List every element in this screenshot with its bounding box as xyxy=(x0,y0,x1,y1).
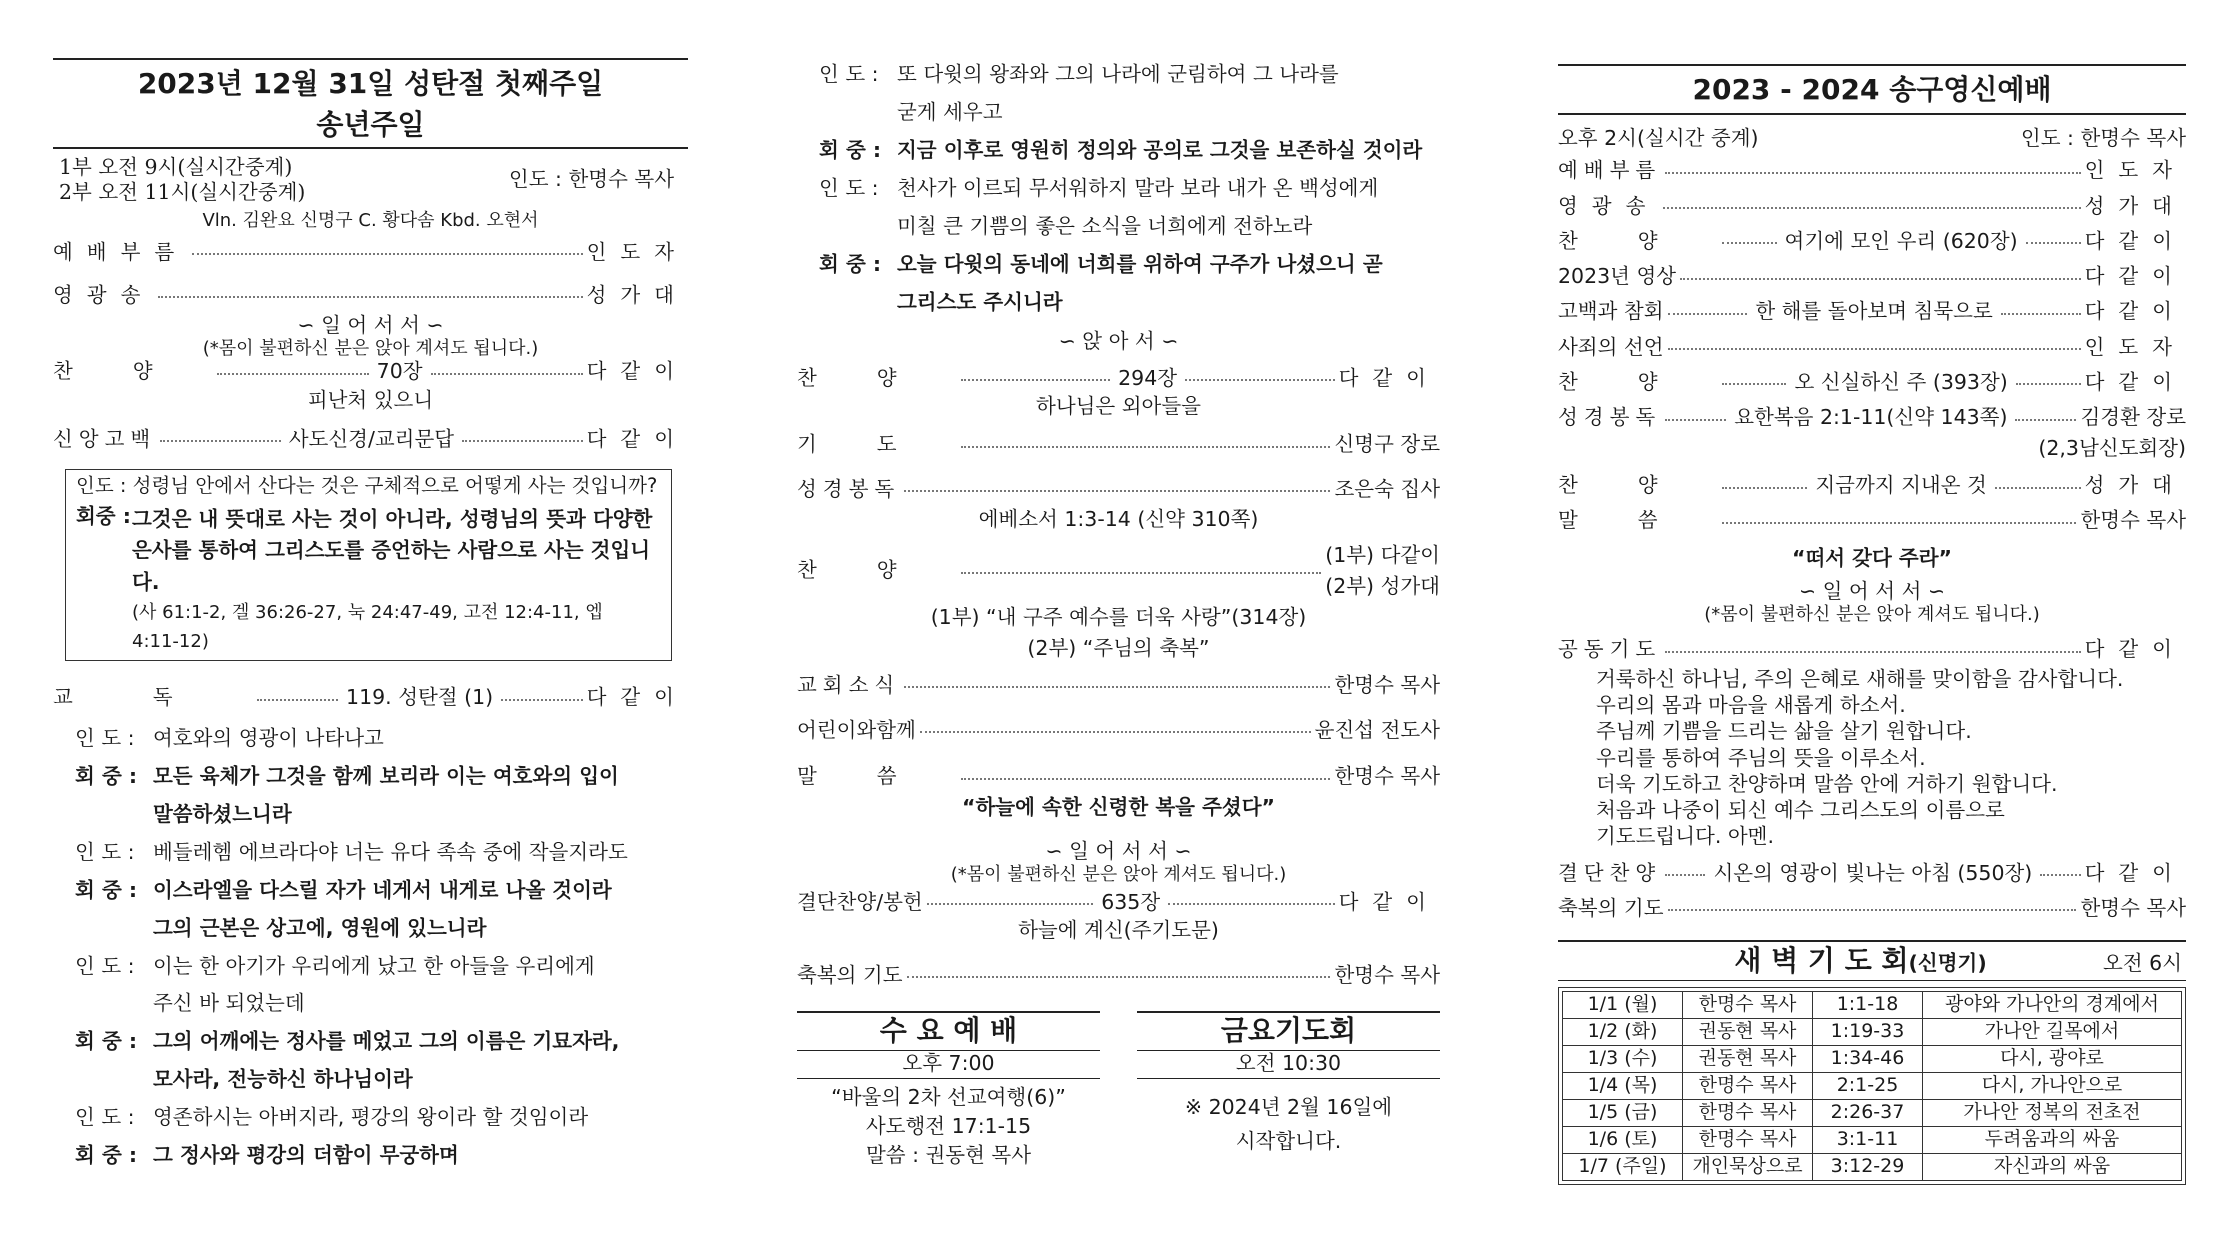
anthem-title: (2부) “주님의 축복” xyxy=(1027,636,1210,661)
item-person: 인도자 xyxy=(586,239,688,264)
item-person: 다같이 xyxy=(2084,264,2186,289)
prayer-line: 우리를 통하여 주님의 뜻을 이루소서. xyxy=(1596,745,1926,770)
standup-marker: ∽ 일 어 서 서 ∽ xyxy=(297,313,444,338)
catechism-question: 인도 : 성령님 안에서 산다는 것은 구체적으로 어떻게 사는 것입니까? xyxy=(76,474,658,498)
item-label: 찬양 xyxy=(797,558,957,583)
item-person: 다같이 xyxy=(586,426,689,451)
item-hymn: 오 신실하신 주 (393장) xyxy=(1794,369,2008,394)
item-label: 교회소식 xyxy=(797,673,901,698)
service-time-1: 1부 오전 9시(실시간중계) xyxy=(59,155,293,180)
item-label: 공동기도 xyxy=(1558,637,1662,662)
sunday-title-line1: 2023년 12월 31일 성탄절 첫째주일 xyxy=(137,67,604,100)
schedule-preacher: 한명수 목사 xyxy=(1683,1126,1813,1153)
schedule-passage: 1:34-46 xyxy=(1813,1045,1923,1072)
item-person: 한명수 목사 xyxy=(2080,895,2186,920)
item-label: 말씀 xyxy=(797,764,957,789)
order-item xyxy=(797,366,1440,391)
schedule-passage: 3:12-29 xyxy=(1813,1153,1923,1180)
congregation-label: 회 중 : xyxy=(75,1029,138,1054)
item-label: 고백과 참회 xyxy=(1558,299,1664,324)
schedule-preacher: 권동현 목사 xyxy=(1683,1045,1813,1072)
schedule-topic: 다시, 가나안으로 xyxy=(1923,1072,2182,1099)
schedule-preacher: 권동현 목사 xyxy=(1683,1018,1813,1045)
item-label: 사죄의 선언 xyxy=(1558,334,1664,359)
item-person: 김경환 장로 xyxy=(2080,405,2187,430)
item-label: 찬양 xyxy=(1558,369,1718,394)
schedule-date: 1/3 (수) xyxy=(1563,1045,1683,1072)
schedule-topic: 두려움과의 싸움 xyxy=(1923,1126,2182,1153)
item-person: (2부) 성가대 xyxy=(1325,573,1440,598)
column-newyear-service xyxy=(1558,0,2186,1185)
item-person: 다같이 xyxy=(1338,366,1440,391)
order-item xyxy=(797,477,1440,502)
item-person: 한명수 목사 xyxy=(1334,962,1440,987)
item-hymn: 294장 xyxy=(1118,366,1178,391)
leader-label: 인 도 : xyxy=(75,953,135,978)
item-hymn: 지금까지 지내온 것 xyxy=(1815,472,1987,497)
schedule-date: 1/5 (금) xyxy=(1563,1099,1683,1126)
order-item xyxy=(53,685,688,710)
catechism-box xyxy=(65,469,672,661)
schedule-topic: 광야와 가나안의 경계에서 xyxy=(1923,991,2182,1018)
schedule-topic: 다시, 광야로 xyxy=(1923,1045,2182,1072)
hymn-title: 피난처 있으니 xyxy=(307,387,434,412)
offer-song: 하늘에 계신(주기도문) xyxy=(1018,918,1219,943)
column-sunday-service xyxy=(53,0,688,1175)
service-time-2: 2부 오전 11시(실시간중계) xyxy=(59,179,306,204)
item-detail: 한 해를 돌아보며 침묵으로 xyxy=(1755,299,1993,324)
order-item xyxy=(1558,637,2186,662)
leader-label: 인 도 : xyxy=(819,62,879,86)
item-label: 찬양 xyxy=(1558,228,1718,253)
friday-time: 오전 10:30 xyxy=(1235,1050,1342,1075)
reading-line: 이스라엘을 다스릴 자가 네게서 내게로 나올 것이라 xyxy=(153,877,612,902)
dawn-book: (신명기) xyxy=(1908,951,1987,975)
order-item xyxy=(1558,189,2186,224)
reading-line: 주신 바 되었는데 xyxy=(153,991,305,1016)
item-label: 축복의 기도 xyxy=(797,962,903,987)
congregation-label: 회 중 : xyxy=(75,1143,138,1168)
dawn-prayer-header xyxy=(1558,940,2186,981)
item-label: 찬양 xyxy=(53,359,213,384)
item-person: 다같이 xyxy=(2084,860,2186,885)
order-item xyxy=(797,432,1440,457)
item-person: 성가대 xyxy=(2084,472,2186,497)
schedule-date: 1/4 (목) xyxy=(1563,1072,1683,1099)
order-item xyxy=(797,673,1440,698)
catechism-ref-2: 4:11-12) xyxy=(132,630,209,652)
prayer-line: 주님께 기쁨을 드리는 삶을 살기 원합니다. xyxy=(1596,719,1972,744)
musicians: Vln. 김완요 신명구 C. 황다솜 Kbd. 오현서 xyxy=(202,210,539,232)
schedule-preacher: 한명수 목사 xyxy=(1683,1072,1813,1099)
reading-line: 모든 육체가 그것을 함께 보리라 이는 여호와의 입이 xyxy=(153,763,619,788)
table-row xyxy=(1563,1126,2182,1153)
prayer-line: 거룩하신 하나님, 주의 은혜로 새해를 맞이함을 감사합니다. xyxy=(1596,666,2124,691)
item-person: 다같이 xyxy=(1338,889,1440,914)
leader-label: 인 도 : xyxy=(819,175,879,200)
standup-marker: ∽ 일 어 서 서 ∽ xyxy=(1045,839,1192,864)
item-label: 축복의 기도 xyxy=(1558,895,1664,920)
order-item xyxy=(1558,400,2186,435)
item-label: 어린이와함께 xyxy=(797,717,916,742)
reading-line: 또 다윗의 왕좌와 그의 나라에 군림하여 그 나라를 xyxy=(897,62,1339,86)
order-item xyxy=(53,240,688,265)
schedule-passage: 1:1-18 xyxy=(1813,991,1923,1018)
table-row xyxy=(1563,1153,2182,1180)
item-hymn: 70장 xyxy=(376,359,423,384)
leader-label: 인 도 : xyxy=(75,839,135,864)
item-label: 기도 xyxy=(797,432,957,457)
leader-label: 인 도 : xyxy=(75,726,135,750)
order-item xyxy=(53,283,688,308)
reading-line: 그리스도 주시니라 xyxy=(897,289,1063,314)
leader-text: 인도 : 한명수 목사 xyxy=(2020,125,2186,150)
reading-line: 영존하시는 아버지라, 평강의 왕이라 할 것임이라 xyxy=(153,1105,589,1130)
congregation-label: 회중 : xyxy=(76,503,131,528)
reading-line: 그 정사와 평강의 더함이 무궁하며 xyxy=(153,1143,459,1168)
item-person: (1부) 다같이 xyxy=(1325,543,1440,568)
item-person: 한명수 목사 xyxy=(2080,508,2186,533)
schedule-passage: 2:26-37 xyxy=(1813,1099,1923,1126)
anthem-title: (1부) “내 구주 예수를 더욱 사랑”(314장) xyxy=(930,604,1307,629)
leader-label: 인 도 : xyxy=(75,1105,135,1130)
schedule-passage: 2:1-25 xyxy=(1813,1072,1923,1099)
item-detail: 요한복음 2:1-11(신약 143쪽) xyxy=(1734,405,2008,430)
reading-line: 여호와의 영광이 나타나고 xyxy=(153,726,384,750)
order-item xyxy=(53,427,688,452)
table-row xyxy=(1563,1018,2182,1045)
schedule-preacher: 한명수 목사 xyxy=(1683,1099,1813,1126)
order-item xyxy=(1558,259,2186,294)
wednesday-title: 수 요 예 배 xyxy=(797,1011,1100,1050)
sunday-title xyxy=(53,58,688,149)
order-item xyxy=(1558,365,2186,400)
table-row xyxy=(1563,1099,2182,1126)
item-detail: 119. 성탄절 (1) xyxy=(346,685,494,710)
common-prayer xyxy=(1558,666,2186,850)
newyear-title: 2023 - 2024 송구영신예배 xyxy=(1558,64,2186,115)
congregation-label: 회 중 : xyxy=(75,877,138,902)
item-person: 성가대 xyxy=(2084,193,2186,218)
item-person: 다같이 xyxy=(586,359,689,384)
order-item xyxy=(797,540,1440,602)
order-item xyxy=(1558,503,2186,538)
friday-title: 금요기도회 xyxy=(1137,1011,1440,1050)
standup-note: (*몸이 불편하신 분은 앉아 계셔도 됩니다.) xyxy=(950,864,1287,886)
order-item xyxy=(1558,294,2186,329)
schedule-date: 1/6 (토) xyxy=(1563,1126,1683,1153)
reading-line: 베들레헴 에브라다야 너는 유다 족속 중에 작을지라도 xyxy=(153,839,628,864)
order-item xyxy=(1558,153,2186,188)
item-label: 결단찬양 xyxy=(1558,860,1662,885)
standup-note: (*몸이 불편하신 분은 앉아 계셔도 됩니다.) xyxy=(1704,603,2040,625)
item-person: 인도자 xyxy=(2084,334,2186,359)
sitdown-marker: ∽ 앉 아 서 ∽ xyxy=(1058,329,1179,354)
leader-text: 인도 : 한명수 목사 xyxy=(508,167,674,192)
item-person: 다같이 xyxy=(2084,228,2187,253)
reading-line: 그의 어깨에는 정사를 메었고 그의 이름은 기묘자라, xyxy=(153,1029,620,1054)
order-item xyxy=(1558,224,2186,259)
reading-line: 말씀하셨느니라 xyxy=(153,801,292,826)
order-item xyxy=(1558,468,2186,503)
item-person: 다같이 xyxy=(586,685,688,710)
responsive-reading xyxy=(53,720,688,1175)
sunday-title-line2: 송년주일 xyxy=(316,107,425,141)
item-person: 다같이 xyxy=(2084,369,2187,394)
item-hymn: 시온의 영광이 빛나는 아침 (550장) xyxy=(1713,860,2033,885)
congregation-label: 회 중 : xyxy=(819,251,882,276)
table-row xyxy=(1563,1045,2182,1072)
item-hymn: 여기에 모인 우리 (620장) xyxy=(1784,228,2018,253)
item-person: 한명수 목사 xyxy=(1334,764,1440,789)
item-label: 교독 xyxy=(53,685,253,710)
schedule-preacher: 한명수 목사 xyxy=(1683,991,1813,1018)
order-item xyxy=(797,764,1440,789)
responsive-reading-cont xyxy=(797,56,1440,321)
order-item xyxy=(797,718,1440,743)
friday-prayer-box xyxy=(1137,1011,1440,1169)
item-label: 성경봉독 xyxy=(1558,405,1662,430)
schedule-preacher: 개인묵상으로 xyxy=(1683,1153,1813,1180)
item-label: 예배부름 xyxy=(53,239,189,264)
item-hymn: 635장 xyxy=(1101,889,1161,914)
schedule-topic: 자신과의 싸움 xyxy=(1923,1153,2182,1180)
item-person: 인도자 xyxy=(2084,158,2186,183)
item-person: 한명수 목사 xyxy=(1334,673,1440,698)
reading-line: 이는 한 아기가 우리에게 났고 한 아들을 우리에게 xyxy=(153,953,595,978)
item-detail: 사도신경/교리문답 xyxy=(288,426,455,451)
item-person: 신명구 장로 xyxy=(1334,432,1440,457)
congregation-label: 회 중 : xyxy=(819,137,882,162)
prayer-line: 기도드립니다. 아멘. xyxy=(1596,824,1774,849)
catechism-answer-1: 그것은 내 뜻대로 사는 것이 아니라, 성령님의 뜻과 다양한 xyxy=(132,506,653,531)
order-item xyxy=(1558,891,2186,926)
wednesday-sermon: “바울의 2차 선교여행(6)” xyxy=(831,1085,1066,1110)
item-label: 결단찬양/봉헌 xyxy=(797,889,923,914)
item-person: 다같이 xyxy=(2084,299,2186,324)
item-label: 신앙고백 xyxy=(53,426,157,451)
order-item xyxy=(1558,330,2186,365)
reading-line: 천사가 이르되 무서워하지 말라 보라 내가 온 백성에게 xyxy=(897,175,1379,200)
reading-line: 미칠 큰 기쁨의 좋은 소식을 너희에게 전하노라 xyxy=(897,213,1313,238)
item-label: 2023년 영상 xyxy=(1558,264,1677,289)
standup-marker: ∽ 일 어 서 서 ∽ xyxy=(1798,579,1946,604)
wednesday-preacher: 말씀 : 권동현 목사 xyxy=(865,1142,1032,1167)
standup-note: (*몸이 불편하신 분은 앉아 계셔도 됩니다.) xyxy=(202,337,539,359)
column-sunday-service-cont xyxy=(797,0,1440,1169)
wednesday-time: 오후 7:00 xyxy=(902,1050,995,1075)
item-label: 찬양 xyxy=(797,366,957,391)
order-item xyxy=(53,359,688,384)
item-label: 말씀 xyxy=(1558,508,1718,533)
dawn-schedule xyxy=(1558,987,2186,1185)
item-label: 찬양 xyxy=(1558,472,1718,497)
scripture-ref: 에베소서 1:3-14 (신약 310쪽) xyxy=(978,507,1259,532)
schedule-date: 1/2 (화) xyxy=(1563,1018,1683,1045)
catechism-answer-2: 은사를 통하여 그리스도를 증언하는 사람으로 사는 것입니다. xyxy=(132,538,651,595)
reading-line: 굳게 세우고 xyxy=(897,99,1003,124)
friday-notice: 시작합니다. xyxy=(1235,1129,1342,1154)
reading-line: 지금 이후로 영원히 정의와 공의로 그것을 보존하실 것이라 xyxy=(897,137,1423,162)
catechism-ref-1: (사 61:1-2, 겔 36:26-27, 눅 24:47-49, 고전 12:4-11, 엡 xyxy=(132,601,603,623)
item-label: 영광송 xyxy=(1558,193,1660,218)
table-row xyxy=(1563,1072,2182,1099)
sermon-title: “떠서 갖다 주라” xyxy=(1791,546,1953,571)
reading-line: 그의 근본은 상고에, 영원에 있느니라 xyxy=(153,915,487,940)
schedule-date: 1/1 (월) xyxy=(1563,991,1683,1018)
order-item xyxy=(1558,856,2186,891)
prayer-line: 처음과 나중이 되신 예수 그리스도의 이름으로 xyxy=(1596,798,2005,823)
reading-line: 오늘 다윗의 동네에 너희를 위하여 구주가 나셨으니 곧 xyxy=(897,251,1383,276)
wednesday-scripture: 사도행전 17:1-15 xyxy=(865,1114,1032,1139)
item-person: 다같이 xyxy=(2084,637,2186,662)
wednesday-service-box xyxy=(797,1011,1100,1169)
schedule-topic: 가나안 정복의 전초전 xyxy=(1923,1099,2182,1126)
dawn-time: 오전 6시 xyxy=(2103,951,2182,975)
schedule-passage: 1:19-33 xyxy=(1813,1018,1923,1045)
reader-note: (2,3남신도회장) xyxy=(2038,436,2186,461)
prayer-line: 우리의 몸과 마음을 새롭게 하소서. xyxy=(1596,693,1906,718)
item-label: 영광송 xyxy=(53,282,155,307)
hymn-title: 하나님은 외아들을 xyxy=(1036,393,1201,418)
schedule-date: 1/7 (주일) xyxy=(1563,1153,1683,1180)
schedule-topic: 가나안 길목에서 xyxy=(1923,1018,2182,1045)
friday-notice: ※ 2024년 2월 16일에 xyxy=(1184,1095,1393,1120)
item-person: 윤진섭 전도사 xyxy=(1314,717,1440,742)
dawn-title: 새 벽 기 도 회 xyxy=(1734,944,1909,977)
newyear-time: 오후 2시(실시간 중계) xyxy=(1558,125,1759,150)
item-person: 조은숙 집사 xyxy=(1334,476,1440,501)
prayer-line: 더욱 기도하고 찬양하며 말씀 안에 거하기 원합니다. xyxy=(1596,771,2058,796)
item-person: 성가대 xyxy=(586,282,688,307)
schedule-passage: 3:1-11 xyxy=(1813,1126,1923,1153)
order-item xyxy=(797,890,1440,915)
newyear-order xyxy=(1558,153,2186,435)
item-label: 예배부름 xyxy=(1558,158,1662,183)
item-label: 성경봉독 xyxy=(797,476,901,501)
sermon-title: “하늘에 속한 신령한 복을 주셨다” xyxy=(962,794,1275,819)
reading-line: 모사라, 전능하신 하나님이라 xyxy=(153,1067,413,1092)
dawn-schedule-table xyxy=(1562,991,2182,1181)
order-item xyxy=(797,963,1440,988)
congregation-label: 회 중 : xyxy=(75,763,138,788)
table-row xyxy=(1563,991,2182,1018)
